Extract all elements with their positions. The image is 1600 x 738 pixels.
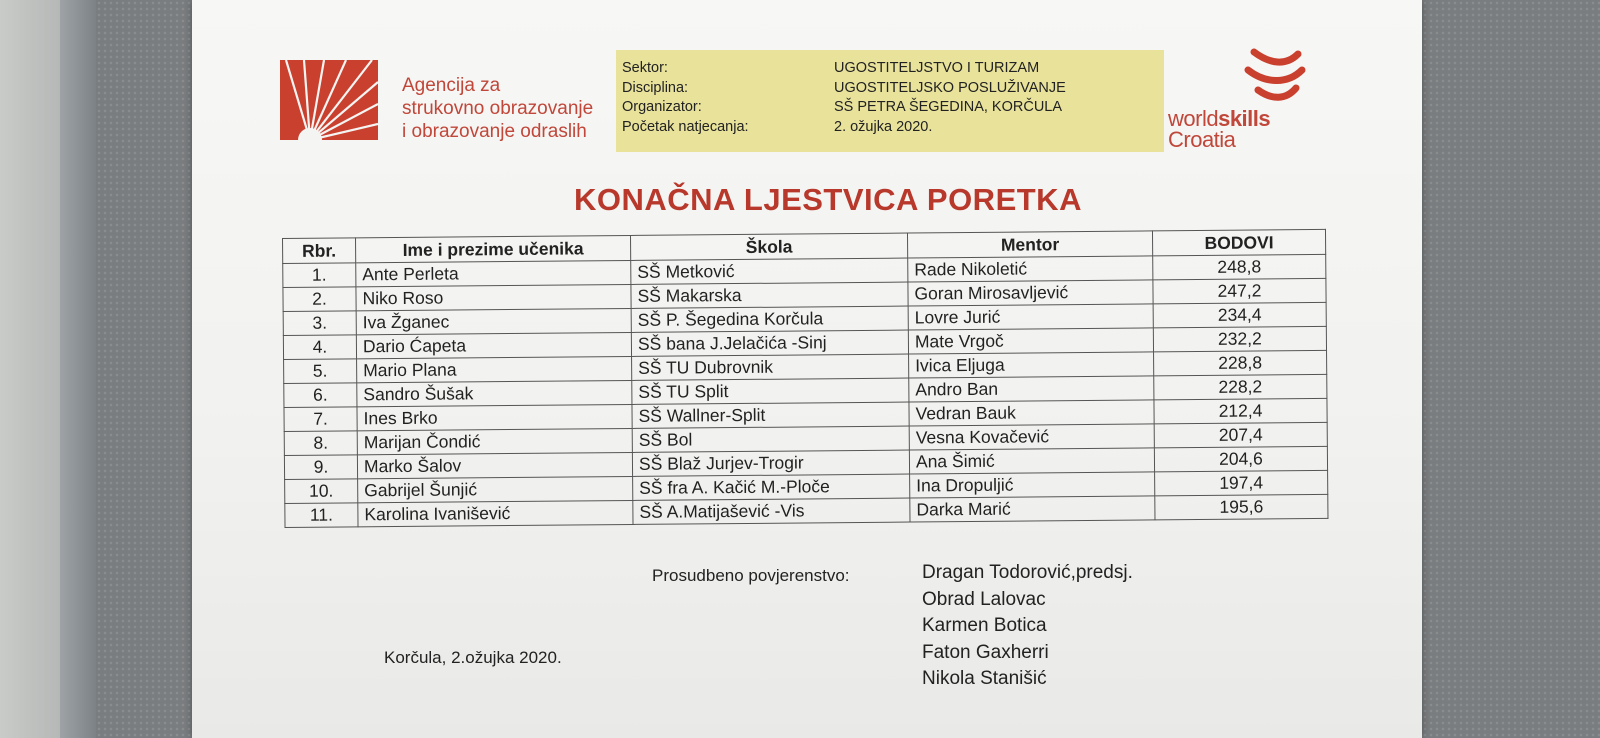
info-value: UGOSTITELJSKO POSLUŽIVANJE xyxy=(834,79,1066,96)
info-row-discipline xyxy=(622,80,1164,100)
committee-member: Obrad Lalovac xyxy=(922,588,1046,610)
cell-rank: 5. xyxy=(284,359,357,384)
cell-student: Sandro Šušak xyxy=(357,380,632,406)
cell-student: Mario Plana xyxy=(357,356,632,382)
agency-name-line: Agencija za xyxy=(402,75,501,96)
cell-rank: 8. xyxy=(284,431,357,456)
cell-school: SŠ fra A. Kačić M.-Ploče xyxy=(633,474,910,500)
cell-points: 197,4 xyxy=(1155,470,1328,496)
competition-info-box xyxy=(616,50,1164,152)
cell-rank: 2. xyxy=(283,287,356,312)
page-title: KONAČNA LJESTVICA PORETKA xyxy=(574,182,1082,217)
cell-school: SŠ Bol xyxy=(632,426,909,452)
cell-student: Ante Perleta xyxy=(356,260,631,286)
cell-points: 207,4 xyxy=(1154,422,1327,448)
header-mentor: Mentor xyxy=(907,231,1152,258)
cell-mentor: Darka Marić xyxy=(910,496,1155,522)
agency-name xyxy=(402,74,593,143)
committee-member: Nikola Stanišić xyxy=(922,668,1047,689)
committee-members xyxy=(922,560,1133,693)
cell-points: 195,6 xyxy=(1155,494,1328,520)
cell-school: SŠ Makarska xyxy=(631,282,908,308)
info-label: Disciplina: xyxy=(622,79,689,96)
cell-points: 248,8 xyxy=(1153,254,1326,280)
cell-rank: 7. xyxy=(284,407,357,432)
cell-mentor: Lovre Jurić xyxy=(908,304,1153,330)
ws-skills: skills xyxy=(1218,106,1271,131)
cell-mentor: Andro Ban xyxy=(909,376,1154,402)
cell-school: SŠ Wallner-Split xyxy=(632,402,909,428)
ranking-table xyxy=(282,229,1328,528)
cell-school: SŠ bana J.Jelačića -Sinj xyxy=(631,330,908,356)
cell-points: 212,4 xyxy=(1154,398,1327,424)
cell-school: SŠ P. Šegedina Korčula xyxy=(631,306,908,332)
header-rank: Rbr. xyxy=(283,238,356,264)
info-value: 2. ožujka 2020. xyxy=(834,118,933,135)
worldskills-wordmark xyxy=(1168,108,1270,150)
cell-mentor: Ina Dropuljić xyxy=(910,472,1155,498)
cell-rank: 9. xyxy=(284,455,357,480)
cell-student: Gabrijel Šunjić xyxy=(358,476,633,502)
header-points: BODOVI xyxy=(1152,229,1325,256)
results-sheet xyxy=(192,0,1422,738)
header-student: Ime i prezime učenika xyxy=(356,235,631,262)
cell-points: 204,6 xyxy=(1154,446,1327,472)
cell-mentor: Vedran Bauk xyxy=(909,400,1154,426)
ws-country: Croatia xyxy=(1168,127,1236,152)
info-row-sector xyxy=(622,60,1164,80)
cell-rank: 10. xyxy=(285,479,358,504)
info-label: Sektor: xyxy=(622,60,668,76)
info-label: Organizator: xyxy=(622,99,702,115)
info-label: Početak natjecanja: xyxy=(622,118,749,135)
cell-mentor: Vesna Kovačević xyxy=(909,424,1154,450)
committee-member: Faton Gaxherri xyxy=(922,641,1049,663)
cell-points: 232,2 xyxy=(1153,326,1326,352)
place-date: Korčula, 2.ožujka 2020. xyxy=(384,648,562,667)
cell-mentor: Ana Šimić xyxy=(909,448,1154,474)
cell-student: Niko Roso xyxy=(356,284,631,310)
cell-rank: 3. xyxy=(283,311,356,336)
agency-name-line: strukovno obrazovanje xyxy=(402,98,594,119)
agency-sunburst-logo-icon xyxy=(280,60,378,140)
cell-mentor: Goran Mirosavljević xyxy=(908,280,1153,306)
worldskills-logo-icon xyxy=(1240,44,1310,110)
cell-school: SŠ TU Dubrovnik xyxy=(632,354,909,380)
info-value: SŠ PETRA ŠEGEDINA, KORČULA xyxy=(834,99,1063,115)
board-frame xyxy=(60,0,96,738)
cell-points: 234,4 xyxy=(1153,302,1326,328)
cell-student: Marijan Čondić xyxy=(357,428,632,454)
wall xyxy=(0,0,60,738)
cell-school: SŠ TU Split xyxy=(632,378,909,404)
cell-rank: 11. xyxy=(285,503,358,528)
cell-school: SŠ A.Matijašević -Vis xyxy=(633,498,910,524)
cell-points: 228,8 xyxy=(1154,350,1327,376)
cell-mentor: Mate Vrgoč xyxy=(908,328,1153,354)
cell-rank: 6. xyxy=(284,383,357,408)
committee-label: Prosudbeno povjerenstvo: xyxy=(652,566,850,585)
cell-student: Marko Šalov xyxy=(357,452,632,478)
cell-mentor: Ivica Eljuga xyxy=(909,352,1154,378)
committee-member: Karmen Botica xyxy=(922,615,1047,636)
info-row-start-date xyxy=(622,119,1164,139)
cell-points: 228,2 xyxy=(1154,374,1327,400)
cell-student: Dario Ćapeta xyxy=(356,332,631,358)
info-row-organizer xyxy=(622,99,1164,119)
cell-student: Iva Žganec xyxy=(356,308,631,334)
agency-name-line: i obrazovanje odraslih xyxy=(402,121,587,142)
cell-school: SŠ Blaž Jurjev-Trogir xyxy=(632,450,909,476)
ws-world: world xyxy=(1168,106,1219,131)
cell-rank: 4. xyxy=(283,335,356,360)
header-school: Škola xyxy=(630,233,907,260)
cell-points: 247,2 xyxy=(1153,278,1326,304)
cell-mentor: Rade Nikoletić xyxy=(908,256,1153,282)
committee-member: Dragan Todorović,predsj. xyxy=(922,562,1133,583)
cell-student: Ines Brko xyxy=(357,404,632,430)
cell-rank: 1. xyxy=(283,263,356,288)
info-value: UGOSTITELJSTVO I TURIZAM xyxy=(834,60,1040,76)
cell-school: SŠ Metković xyxy=(631,258,908,284)
cell-student: Karolina Ivanišević xyxy=(358,500,633,526)
